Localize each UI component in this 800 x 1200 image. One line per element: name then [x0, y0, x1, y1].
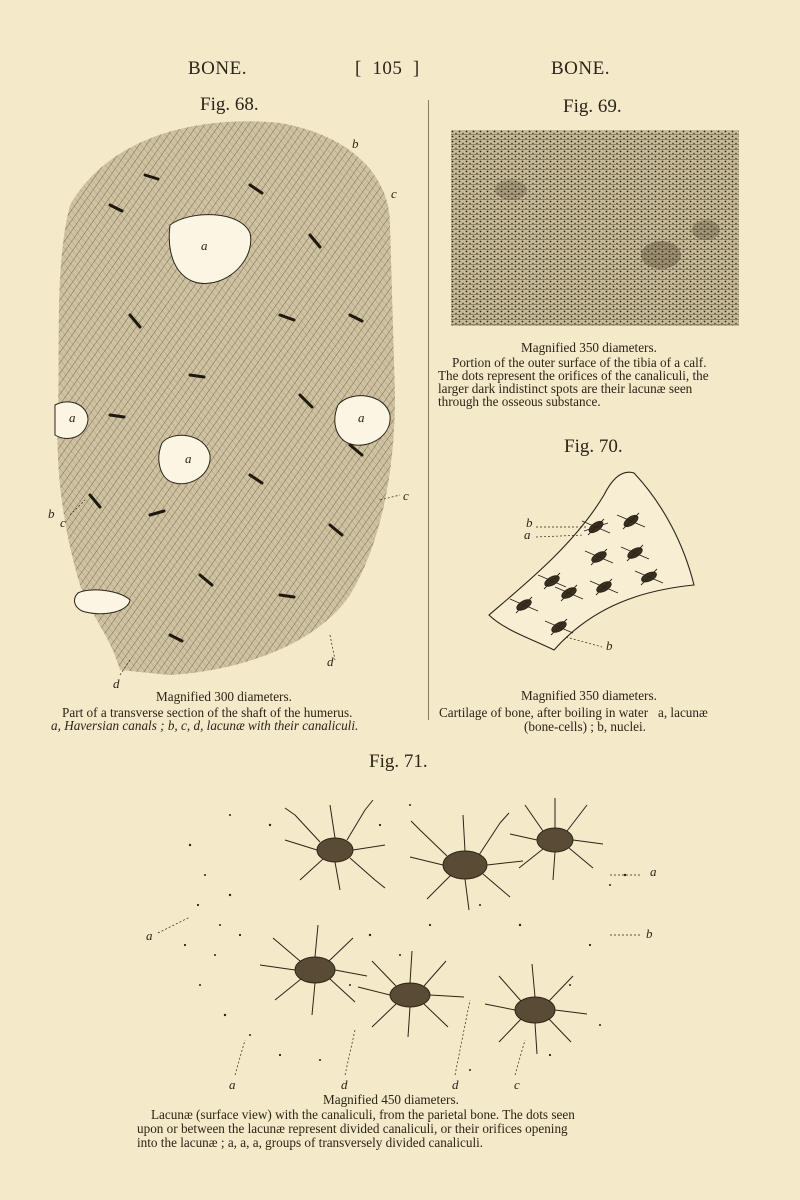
fig69-illustration	[451, 130, 739, 326]
fig68-caption-line1: Part of a transverse section of the shaft of the humerus.	[62, 705, 353, 720]
fig68-label-c2: c	[403, 488, 409, 503]
fig70-caption-line2: (bone-cells) ; b, nuclei.	[524, 719, 646, 734]
fig70-label-b1: b	[526, 515, 533, 530]
fig68-label-c3: c	[60, 515, 66, 530]
fig68-label-b2: b	[48, 506, 55, 521]
fig71-label-a-right: a	[650, 864, 657, 879]
fig68-label-c1: c	[391, 186, 397, 201]
fig68-label-d1: d	[327, 654, 334, 669]
fig68-label-a3: a	[185, 451, 192, 466]
fig71-illustration	[170, 785, 650, 1085]
fig71-caption-line3: into the lacunæ ; a, a, a, groups of transversely divided canaliculi.	[137, 1135, 484, 1150]
fig70-magnification: Magnified 350 diameters.	[521, 688, 657, 703]
header-right-title: BONE.	[551, 58, 610, 79]
fig68-label-a4: a	[358, 410, 365, 425]
fig69-caption-line3: larger dark indistinct spots are their lacunæ seen	[438, 381, 693, 396]
fig68-illustration	[50, 115, 410, 685]
fig68-title: Fig. 68.	[200, 94, 259, 115]
fig69-caption-line2: The dots represent the orifices of the canaliculi, the	[438, 368, 709, 383]
header-left-title: BONE.	[188, 58, 247, 79]
fig71-label-d2: d	[452, 1077, 459, 1092]
fig70-illustration	[484, 465, 704, 655]
fig69-magnification: Magnified 350 diameters.	[521, 340, 657, 355]
fig68-label-a2: a	[69, 410, 76, 425]
fig71-label-a-bottom: a	[229, 1077, 236, 1092]
fig71-label-d1: d	[341, 1077, 348, 1092]
fig69-caption-line1: Portion of the outer surface of the tibia of a calf.	[452, 355, 707, 370]
fig71-label-b: b	[646, 926, 653, 941]
fig69-caption-line4: through the osseous substance.	[438, 394, 601, 409]
fig71-magnification: Magnified 450 diameters.	[323, 1092, 459, 1107]
fig70-caption-line1: Cartilage of bone, after boiling in water a, lacunæ	[439, 705, 708, 720]
fig68-label-a1: a	[201, 238, 208, 253]
fig68-label-b1: b	[352, 136, 359, 151]
column-divider	[428, 100, 429, 720]
fig71-caption-line2: upon or between the lacunæ represent divided canaliculi, or their orifices opening	[137, 1121, 568, 1136]
fig70-title: Fig. 70.	[564, 436, 623, 457]
fig71-label-a-left: a	[146, 928, 153, 943]
fig68-label-d2: d	[113, 676, 120, 691]
fig71-label-c: c	[514, 1077, 520, 1092]
fig69-title: Fig. 69.	[563, 96, 622, 117]
fig70-label-a: a	[524, 527, 531, 542]
fig68-magnification: Magnified 300 diameters.	[156, 689, 292, 704]
fig71-title: Fig. 71.	[369, 751, 428, 772]
fig68-caption-line2: a, Haversian canals ; b, c, d, lacunæ with their canaliculi.	[51, 718, 359, 733]
page-number: [ 105 ]	[355, 58, 420, 79]
fig71-caption-line1: Lacunæ (surface view) with the canaliculi, from the parietal bone. The dots seen	[151, 1107, 575, 1122]
fig70-label-b2: b	[606, 638, 613, 653]
